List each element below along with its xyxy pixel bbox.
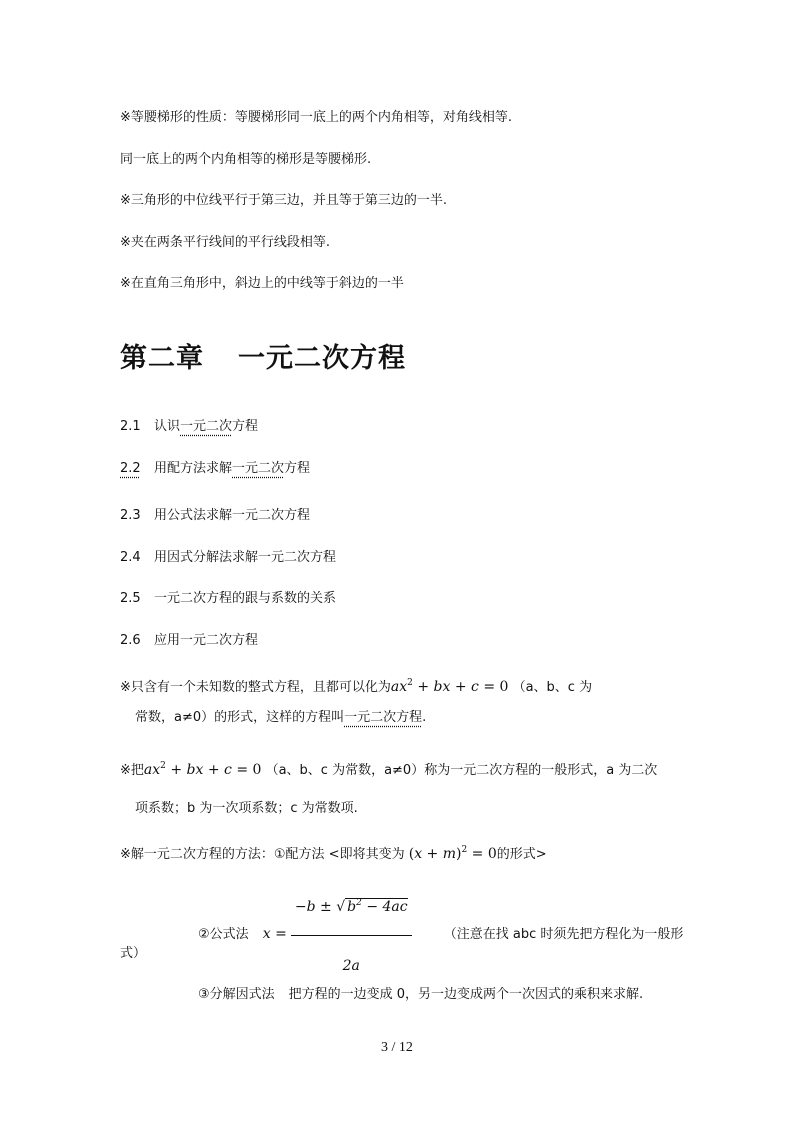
section-text-tail: 方程 xyxy=(232,419,259,434)
property-isosceles-trapezoid: ※等腰梯形的性质：等腰梯形同一底上的两个内角相等，对角线相等. xyxy=(120,110,513,125)
formula-label: ②公式法 xyxy=(198,927,249,942)
definition-text: ※只含有一个未知数的整式方程，且都可以化为 xyxy=(120,680,391,695)
section-item xyxy=(120,549,336,567)
section-text: 用公式法求解一元二次方程 xyxy=(154,508,311,523)
section-item xyxy=(120,507,310,525)
section-text-emphasis: 一元二次 xyxy=(180,419,233,434)
equation-general: $ax^2$ + bx + c = 0 xyxy=(390,678,509,695)
factor-line xyxy=(198,986,643,1004)
formula-note-continuation: 式） xyxy=(120,946,147,961)
property-right-triangle: ※在直角三角形中，斜边上的中线等于斜边的一半 xyxy=(120,276,404,291)
general-form-line-2: 项系数；b 为一次项系数；c 为常数项. xyxy=(135,801,358,816)
property-isosceles-converse: 同一底上的两个内角相等的梯形是等腰梯形. xyxy=(120,152,372,167)
factor-label: ③分解因式法 xyxy=(198,987,275,1002)
general-form-line-1 xyxy=(120,757,657,780)
section-text: 用配方法求解 xyxy=(154,461,233,476)
methods-intro-text: ※解一元二次方程的方法：①配方法 <即将其变为 xyxy=(120,847,405,862)
quadratic-formula-lhs: x = xyxy=(262,926,287,942)
definition-term: 一元二次方程 xyxy=(344,710,423,725)
chapter-title xyxy=(120,339,406,379)
property-parallel-segments: ※夹在两条平行线间的平行线段相等. xyxy=(120,235,331,250)
formula-note: （注意在找 abc 时须先把方程化为一般形 xyxy=(443,927,684,942)
section-text: 一元二次方程的跟与系数的关系 xyxy=(154,591,337,606)
definition-text-tail: （a、b、c 为 xyxy=(512,680,593,695)
section-number: 2.3 xyxy=(120,508,141,523)
general-form-text-tail: （a、b、c 为常数，a≠0）称为一元二次方程的一般形式，a 为二次 xyxy=(265,763,658,778)
methods-intro-tail: 的形式> xyxy=(496,847,547,862)
chapter-name: 一元二次方程 xyxy=(238,343,406,374)
factor-text: 把方程的一边变成 0，另一边变成两个一次因式的乘积来求解. xyxy=(288,987,644,1002)
definition-line-1 xyxy=(120,674,592,697)
section-item xyxy=(120,632,258,650)
section-text: 应用一元二次方程 xyxy=(154,633,259,648)
definition-text: 常数，a≠0）的形式，这样的方程叫 xyxy=(135,710,345,725)
section-number: 2.6 xyxy=(120,633,141,648)
chapter-label: 第二章 xyxy=(120,343,204,374)
formula-line xyxy=(198,878,683,991)
section-number: 2.2 xyxy=(120,461,141,476)
page-number: 3 / 12 xyxy=(381,1040,413,1055)
section-number: 2.5 xyxy=(120,591,141,606)
section-item xyxy=(120,418,258,436)
section-item xyxy=(120,590,336,608)
section-text-emphasis: 一元二次 xyxy=(232,461,285,476)
section-text: 认识 xyxy=(154,419,181,434)
definition-line-2 xyxy=(135,709,426,727)
section-number: 2.1 xyxy=(120,419,141,434)
equation-general-form: $ax^2$ + bx + c = 0 xyxy=(143,761,262,778)
definition-period: . xyxy=(422,710,427,725)
section-number: 2.4 xyxy=(120,550,141,565)
section-text-tail: 方程 xyxy=(284,461,311,476)
section-text: 用因式分解法求解一元二次方程 xyxy=(154,550,337,565)
general-form-text: ※把 xyxy=(120,763,144,778)
section-item xyxy=(120,460,310,478)
property-midline: ※三角形的中位线平行于第三边，并且等于第三边的一半. xyxy=(120,193,448,208)
equation-completed-square: $(x + m)^2 = 0$ xyxy=(408,845,497,862)
methods-intro xyxy=(120,841,547,864)
quadratic-formula: $\frac{-b \pm √ b^2 - 4ac}{2a}$ xyxy=(291,878,412,991)
